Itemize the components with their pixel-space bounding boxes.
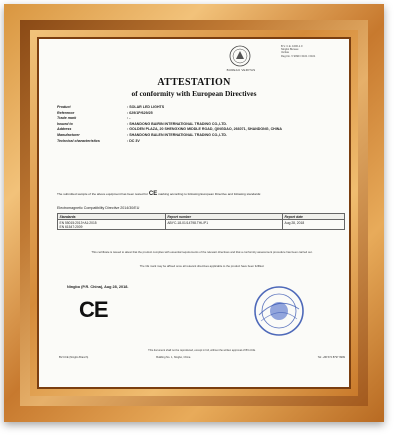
field-label: Issued to [57, 121, 73, 126]
table-header: Report date [283, 214, 345, 220]
frame-inner [30, 30, 358, 396]
field-label: Trade mark [57, 116, 77, 121]
reference-block [281, 45, 341, 58]
certificate-footer [59, 349, 345, 359]
field-value: : SHANDONG BALEN INTERNATIONAL TRADING CO.,LTD. [127, 132, 228, 137]
frame-lip [37, 37, 351, 389]
footer-note: This document shall not be reproduced, except in full, without the written approval of BV-CCE. [148, 349, 256, 352]
field-label: Address [57, 127, 72, 132]
footer-middle: Building No. 1, Ningbo, China [156, 356, 191, 360]
field-value: : 629/1P/629/25 [127, 110, 153, 115]
certificate-subtitle: of conformity with European Directives [131, 89, 257, 98]
ce-mark: CE [79, 297, 108, 322]
seal-label: BUREAU VERITAS [226, 68, 256, 72]
directive-title: Electromagnetic Compatibility Directive 2014/30/EU [57, 206, 140, 210]
ref-line: B.V. C.E. 1000-1.0 [281, 45, 303, 48]
field-label: Manufacturer [57, 132, 80, 137]
official-stamp [253, 285, 305, 337]
certificate-title: ATTESTATION [157, 77, 231, 88]
footer-right: Tel: +86 574 8797 9999 [317, 356, 345, 360]
ce-inline-mark: CE [148, 190, 158, 197]
conformity-note: This certificate is issued to attest that the product complies with essential requirements of the relevant directives and that a conformity assessment procedure has been carried out. [91, 250, 313, 254]
bureau-seal-logo [229, 45, 251, 67]
ref-line: Reg.No. V 9999 / 0101 / 0101 [281, 54, 316, 58]
report-number-cell: ABYC-18-01/14798.THL/P1 [165, 220, 282, 230]
test-statement [57, 192, 337, 196]
field-value: : SOLAR LED LIGHTS [127, 105, 165, 109]
ce-affix-note: The CE mark may be affixed once all relevant directives applicable to the product have been fulfilled. [139, 264, 265, 268]
statement-after: marking according to following European Directive and following standards: [158, 192, 262, 196]
field-label: Product [57, 105, 71, 109]
frame-bevel [20, 20, 368, 406]
field-value: : SHANDONG BAIRIN INTERNATIONAL TRADING CO.,LTD. [127, 121, 228, 126]
picture-frame [4, 4, 384, 422]
certificate-paper [39, 39, 349, 387]
field-value: : - [127, 116, 131, 121]
field-label: Reference [57, 110, 75, 115]
field-label: Technical characteristics [57, 138, 100, 143]
ref-line: Ningbo Bureau [281, 48, 299, 52]
table-header: Report number [165, 214, 282, 220]
field-value: : DC 3V [127, 138, 140, 143]
standards-cell: EN 55015:2013+A1:2015 EN 61547:2009 [58, 220, 166, 230]
table-row [58, 220, 345, 230]
field-row [57, 139, 337, 145]
footer-columns [59, 356, 345, 359]
place-and-date: Ningbo (P.R. China), Aug 28, 2018. [67, 285, 129, 289]
footer-left: BV-CCE (Ningbo Branch) [59, 356, 89, 360]
report-date-cell: Aug 28, 2018 [283, 220, 345, 230]
statement-before: The submitted sample of the above equipment has been tested for [57, 192, 148, 196]
table-header: Standards [58, 214, 166, 220]
field-value: : GOLDEN PLAZA, 20 SHENGXING MIDDLE ROAD, QINGDAO, 266071, SHANDONG, CHINA [127, 127, 282, 132]
ref-line: Veritas [281, 51, 289, 55]
standards-table [57, 213, 345, 230]
certificate-fields [57, 105, 337, 144]
